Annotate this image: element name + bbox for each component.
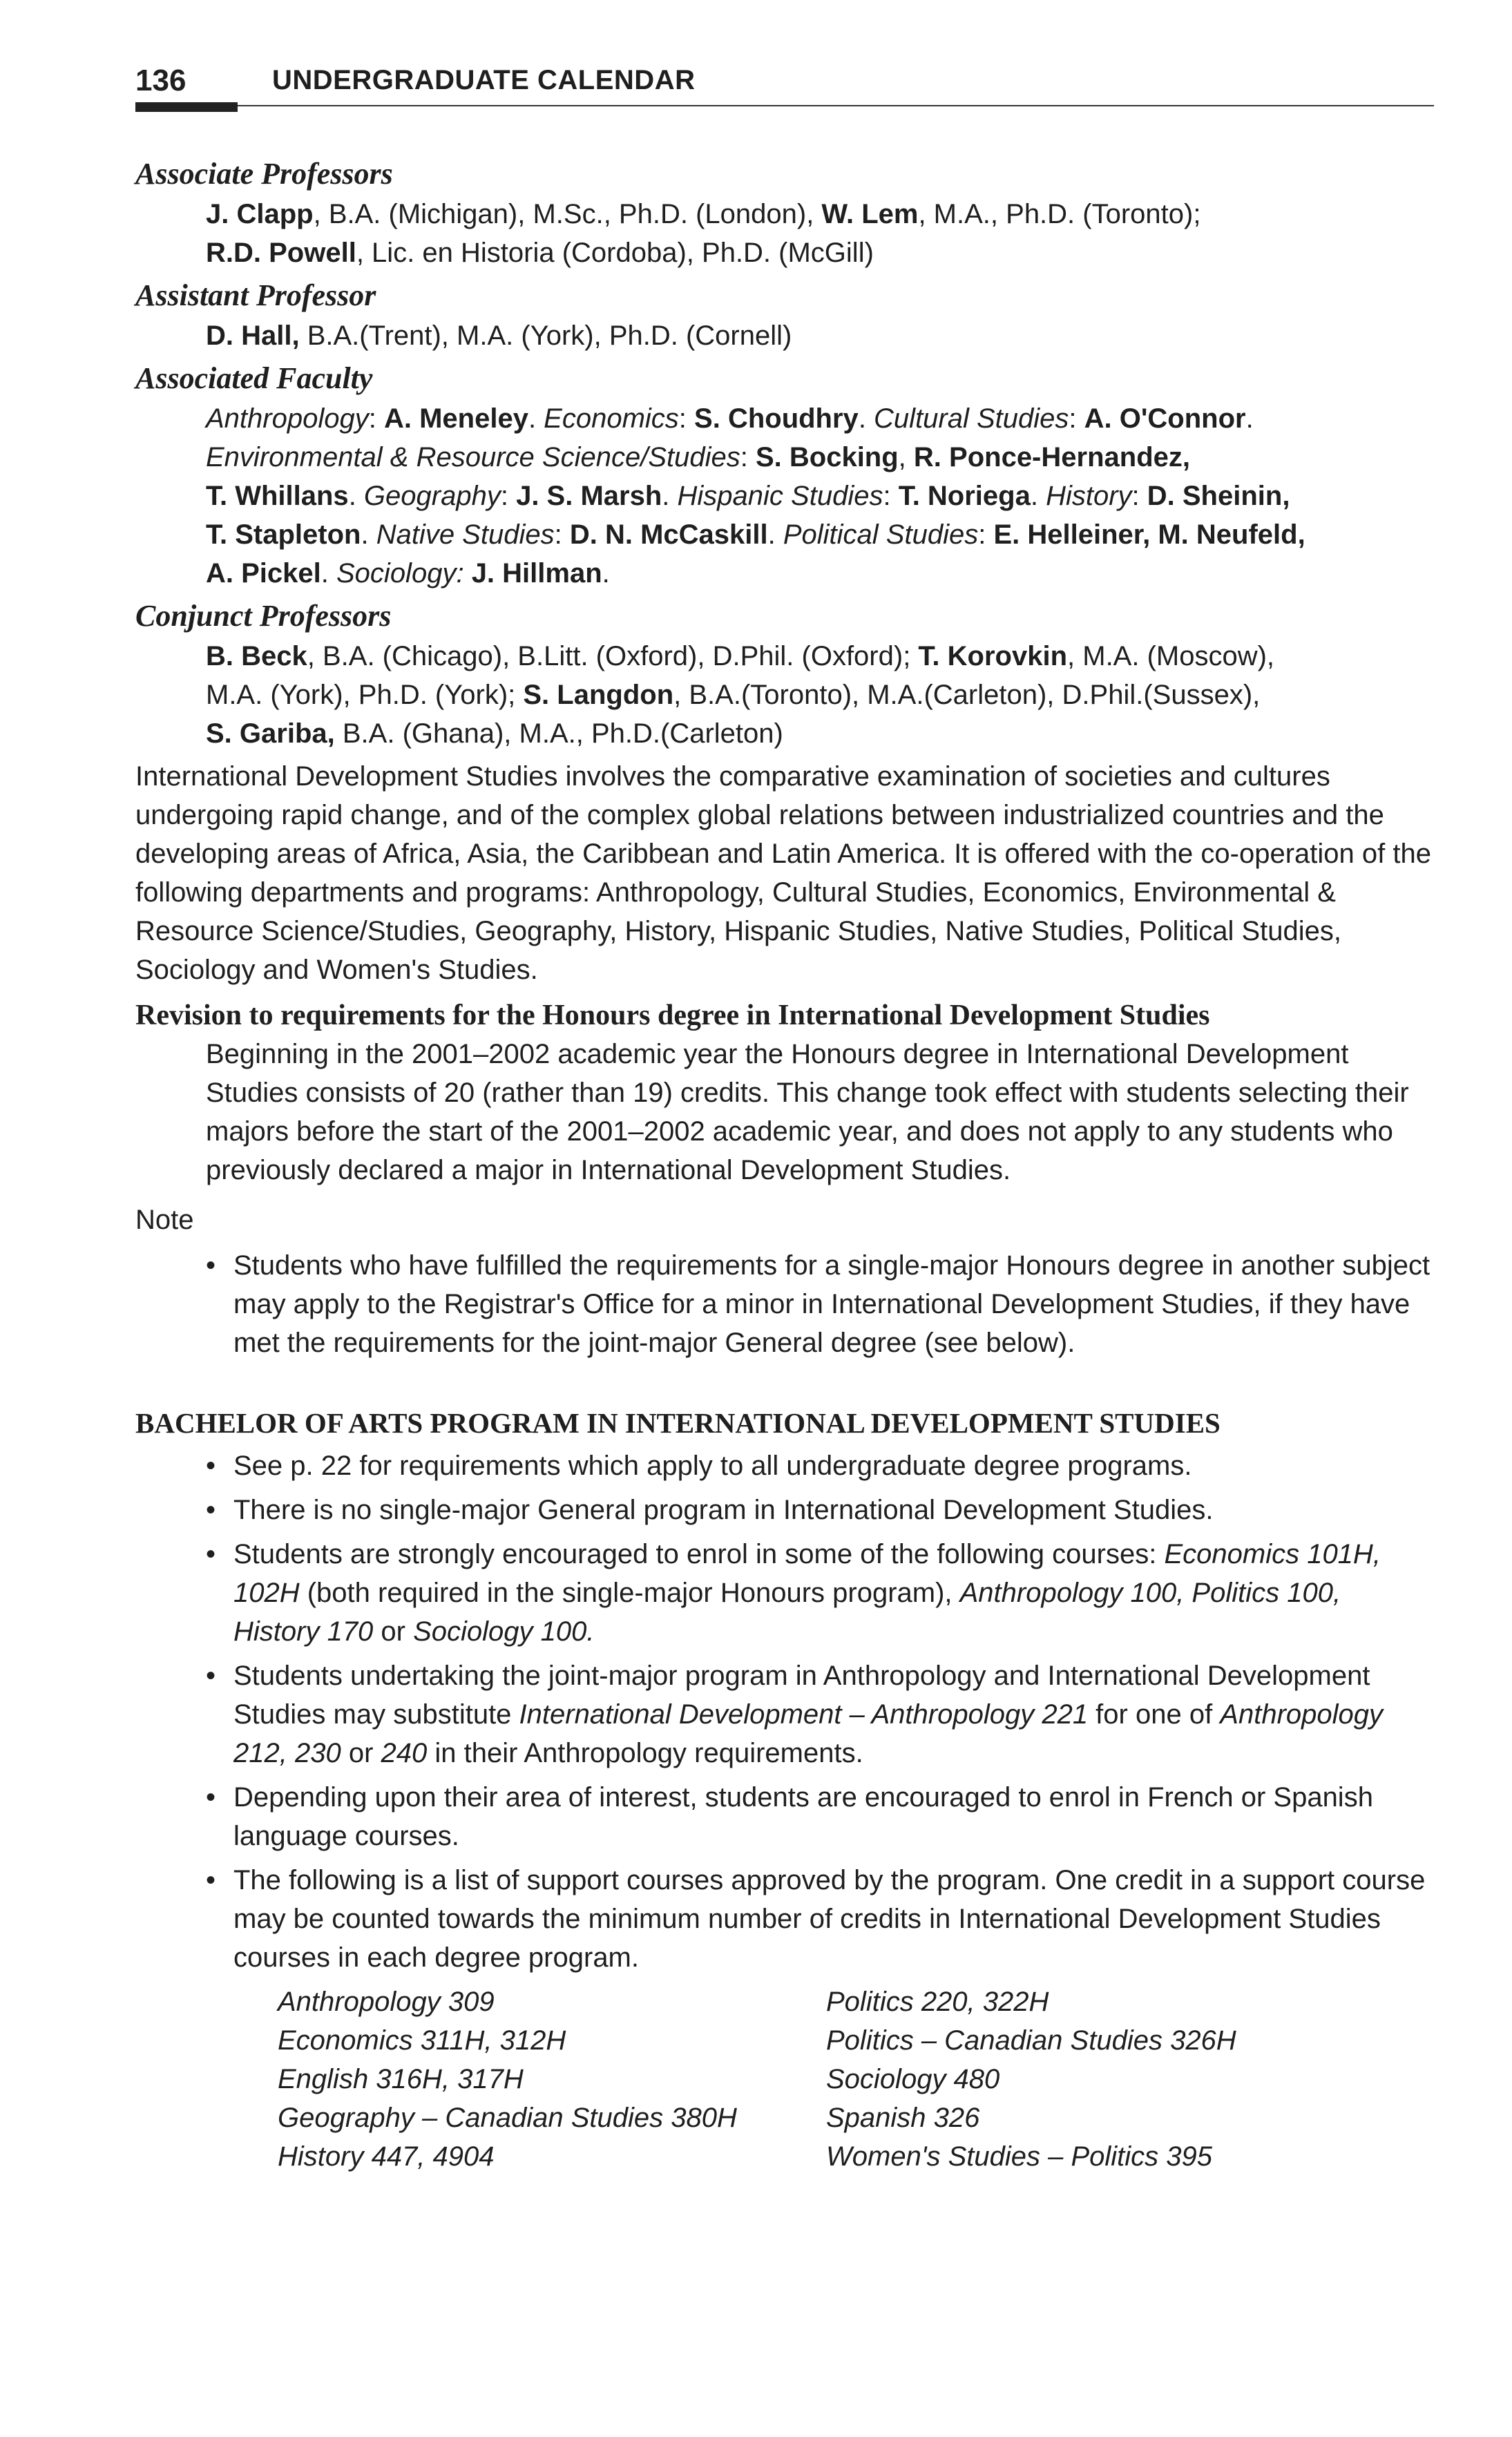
faculty-line [206,714,1434,753]
name-text: A. Pickel [206,558,321,589]
text-run: . [361,519,376,550]
running-head: UNDERGRADUATE CALENDAR [272,65,696,95]
text-run: There is no single-major General program in International Development Studies. [233,1495,1214,1525]
name-text: D. Hall, [206,321,300,351]
support-course: Sociology 480 [826,2064,1000,2094]
support-course: English 316H, 317H [278,2064,524,2094]
italic-text: Economics [544,403,679,434]
text-run: . [602,558,610,589]
name-text: J. S. Marsh [516,481,662,511]
text-run: for one of [1088,1699,1221,1730]
page-header [135,64,1434,111]
text-run: : [740,442,756,472]
bullet-icon: • [206,1451,216,1481]
italic-text: Sociology: [336,558,464,589]
italic-text: International Development – Anthropology 221 [519,1699,1089,1730]
italic-text: Sociology 100. [413,1616,595,1647]
text-run: , B.A.(Toronto), M.A.(Carleton), D.Phil.(Sussex), [673,680,1261,710]
text-run: : [1069,403,1084,434]
text-run: . [320,558,336,589]
name-text: J. Hillman [471,558,602,589]
italic-text: History [1046,481,1132,511]
name-text: D. N. McCaskill [569,519,768,550]
text-run: , B.A. (Michigan), M.Sc., Ph.D. (London), [313,199,822,229]
support-course: Anthropology 309 [278,1987,495,2017]
faculty-line [206,233,1434,272]
italic-text: Geography [363,481,501,511]
name-text: E. Helleiner, M. Neufeld, [993,519,1305,550]
text-run: Students undertaking the joint-major program in Anthropology and International Development Studies may substitute [233,1661,1370,1730]
conjunct-professors-heading: Conjunct Professors [135,599,392,633]
text-run: or [373,1616,414,1647]
name-text: S. Gariba, [206,718,335,749]
faculty-line [206,399,1434,438]
faculty-line [206,316,1434,355]
revision-body: Beginning in the 2001–2002 academic year the Honours degree in International Development Studies consists of 20 (rather than 19) credits. This change took effect with students selecting their majors before the start of the 2001–2002 academic year, and does not apply to any students who previously declared a major in International Development Studies. [206,1039,1409,1185]
text-run: : [1131,481,1147,511]
text-run: Depending upon their area of interest, students are encouraged to enrol in French or Spanish language courses. [233,1782,1373,1851]
text-run: Students are strongly encouraged to enrol in some of the following courses: [233,1539,1165,1569]
name-text: T. Stapleton [206,519,361,550]
name-text: T. Whillans [206,481,349,511]
support-course: Economics 311H, 312H [278,2025,566,2056]
name-text: J. Clapp [206,199,314,229]
revision-heading: Revision to requirements for the Honours degree in International Development Studies [135,1000,1210,1031]
text-run: . [348,481,364,511]
text-run: M.A. (York), Ph.D. (York); [206,680,524,710]
name-text: B. Beck [206,641,307,671]
associate-professors-heading: Associate Professors [135,157,393,191]
text-run: : [678,403,695,434]
text-run: . [662,481,678,511]
support-course: Women's Studies – Politics 395 [826,2141,1213,2172]
text-run: , M.A. (Moscow), [1067,641,1275,671]
text-run: . [528,403,544,434]
note-bullets [135,1246,1434,1362]
bullet-icon: • [206,1539,216,1569]
text-run: : [500,481,517,511]
note-bullet-text: Students who have fulfilled the requirements for a single-major Honours degree in another subject may apply to the Registrar's Office for a minor in International Development Studies, if they have met the requirements for the joint-major General degree (see below). [233,1250,1430,1358]
header-rule-accent [135,102,238,112]
faculty-line [206,637,1434,676]
name-text: W. Lem [821,199,919,229]
italic-text: Anthropology [206,403,369,434]
name-text: T. Korovkin [918,641,1068,671]
bullet-icon: • [206,1865,216,1895]
text-run [464,558,472,589]
text-run: . [1245,403,1254,434]
support-course: History 447, 4904 [278,2141,495,2172]
associated-faculty-heading: Associated Faculty [135,361,373,395]
support-course: Politics 220, 322H [826,1987,1049,2017]
conjunct-professors-list [135,637,1434,753]
text-run: . [1030,481,1046,511]
support-course: Spanish 326 [826,2103,980,2133]
associate-professors-list [135,195,1434,272]
faculty-line [206,515,1434,554]
text-run: . [767,519,783,550]
assistant-professor-list [135,316,1434,355]
ba-program-heading: BACHELOR OF ARTS PROGRAM IN INTERNATIONAL DEVELOPMENT STUDIES [135,1407,1221,1439]
faculty-line [206,438,1434,477]
text-run: . [858,403,874,434]
italic-text: Anthropology 212, 230 [233,1699,1384,1768]
text-run: : [368,403,384,434]
list-item [206,1491,1434,1529]
name-text: S. Bocking [755,442,899,472]
text-run: , Lic. en Historia (Cordoba), Ph.D. (McGill) [356,238,874,268]
text-run: , B.A. (Chicago), B.Litt. (Oxford), D.Phil. (Oxford); [307,641,919,671]
list-item [206,1446,1434,1485]
name-text: S. Choudhry [694,403,859,434]
list-item [206,1656,1434,1772]
text-run: , M.A., Ph.D. (Toronto); [918,199,1201,229]
name-text: T. Noriega [898,481,1031,511]
text-run: : [883,481,899,511]
faculty-line [206,195,1434,233]
italic-text: Anthropology 100, Politics 100, History 170 [233,1578,1341,1647]
text-run: The following is a list of support courses approved by the program. One credit in a support course may be counted towards the minimum number of credits in International Development Studies courses in each degree program. [233,1865,1426,1973]
faculty-line [206,676,1434,714]
italic-text: Economics 101H, 102H [233,1539,1381,1608]
text-run: or [341,1738,381,1768]
text-run: B.A.(Trent), M.A. (York), Ph.D. (Cornell) [299,321,792,351]
text-run: : [554,519,570,550]
italic-text: Political Studies [783,519,979,550]
italic-text: Environmental & Resource Science/Studies [206,442,740,472]
name-text: S. Langdon [523,680,674,710]
name-text: A. O'Connor [1084,403,1246,434]
bullet-icon: • [206,1495,216,1525]
support-courses-table [278,1982,1434,2176]
intro-paragraph: International Development Studies involves the comparative examination of societies and cultures undergoing rapid change, and of the complex global relations between industrialized countries and the developing areas of Africa, Asia, the Caribbean and Latin America. It is offered with the co-operation of the following departments and programs: Anthropology, Cultural Studies, Economics, Environmental & Resource Science/Studies, Geography, History, Hispanic Studies, Native Studies, Political Studies, Sociology and Women's Studies. [135,761,1431,985]
list-item [206,1778,1434,1855]
associated-faculty-list [135,399,1434,593]
italic-text: 240 [381,1738,428,1768]
text-run: (both required in the single-major Honours program), [299,1578,960,1608]
italic-text: Hispanic Studies [677,481,883,511]
list-item [206,1535,1434,1651]
note-label: Note [135,1205,194,1235]
italic-text: Cultural Studies [874,403,1069,434]
page-number: 136 [135,64,186,97]
support-course: Geography – Canadian Studies 380H [278,2103,737,2133]
assistant-professor-heading: Assistant Professor [135,278,376,312]
name-text: D. Sheinin, [1147,481,1290,511]
bullet-icon: • [206,1782,216,1813]
faculty-line [206,554,1434,593]
text-run: See p. 22 for requirements which apply to all undergraduate degree programs. [233,1451,1192,1481]
header-rule [135,105,1434,106]
support-course: Politics – Canadian Studies 326H [826,2025,1236,2056]
bullet-icon: • [206,1661,216,1691]
text-run: , [898,442,914,472]
ba-program-bullets [135,1446,1434,1977]
italic-text: Native Studies [376,519,555,550]
faculty-line [206,477,1434,515]
list-item [206,1246,1434,1362]
page-content [135,153,1434,2176]
name-text: A. Meneley [383,403,528,434]
text-run: in their Anthropology requirements. [427,1738,863,1768]
text-run: B.A. (Ghana), M.A., Ph.D.(Carleton) [334,718,783,749]
name-text: R. Ponce-Hernandez, [913,442,1190,472]
list-item [206,1861,1434,1977]
bullet-icon: • [206,1250,216,1281]
text-run: : [978,519,994,550]
name-text: R.D. Powell [206,238,356,268]
